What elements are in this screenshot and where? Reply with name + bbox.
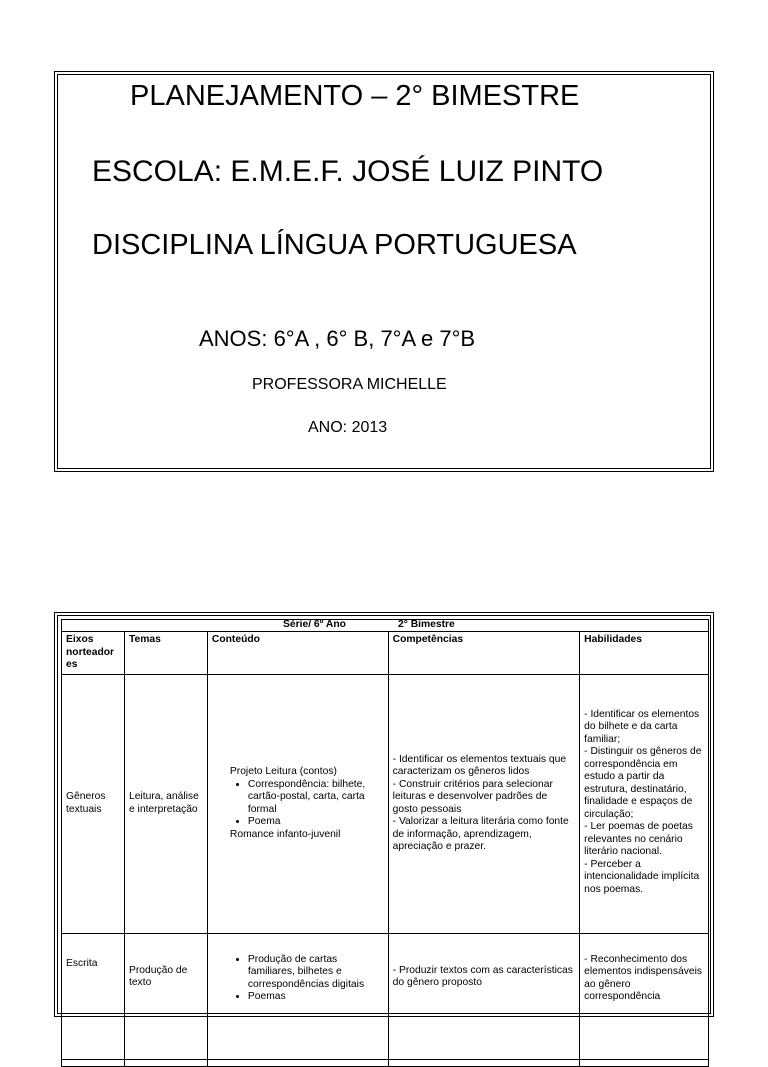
list-item: • Poema (248, 816, 384, 829)
conteudo-list (230, 779, 384, 829)
table-row (62, 933, 709, 1059)
cover-title: PLANEJAMENTO – 2° BIMESTRE (130, 80, 580, 112)
cell-eixo: Gêneros textuais (62, 674, 125, 933)
cover-frame (54, 71, 714, 472)
cover-disciplina: DISCIPLINA LÍNGUA PORTUGUESA (92, 229, 577, 261)
cover-professora: PROFESSORA MICHELLE (252, 376, 447, 393)
planning-table-frame (54, 612, 714, 1017)
column-header-row (62, 632, 709, 675)
list-item: • Poemas (248, 991, 384, 1004)
table-row (62, 674, 709, 933)
conteudo-list (230, 954, 384, 1004)
cell-tema: Produção de texto (124, 933, 207, 1059)
conteudo-intro: Projeto Leitura (contos) (229, 766, 337, 777)
header-temas: Temas (124, 632, 207, 675)
cell-competencias: - Produzir textos com as características do gênero proposto (388, 933, 580, 1059)
cell-competencias: - Identificar os elementos textuais que caracterizam os gêneros lidos - Construir critérios para selecionar leituras e desenvolver padrões de gosto pessoais - Valorizar a leitura literária como fonte de informação, aprendizagem, apreciação e prazer. (388, 674, 580, 933)
cell-habilidades: - Reconhecimento dos elementos indispensáveis ao gênero correspondência (580, 933, 709, 1059)
header-conteudo: Conteúdo (207, 632, 388, 675)
planning-table (61, 619, 709, 1067)
cell-eixo: Escrita (62, 933, 125, 1059)
conteudo-outro: Romance infanto-juvenil (229, 828, 341, 840)
header-competencias: Competências (388, 632, 580, 675)
cell-tema: Leitura, análise e interpretação (124, 674, 207, 933)
header-eixos: Eixos norteador es (62, 632, 125, 675)
cover-escola: ESCOLA: E.M.E.F. JOSÉ LUIZ PINTO (92, 155, 604, 188)
list-item: • Produção de cartas familiares, bilhetes e correspondências digitais (248, 954, 384, 992)
table-title-row (62, 620, 709, 632)
cell-conteudo (207, 674, 388, 933)
cover-ano: ANO: 2013 (308, 419, 388, 436)
header-habilidades: Habilidades (580, 632, 709, 675)
list-item: • Correspondência: bilhete, cartão-postal, carta, carta formal (248, 779, 384, 817)
table-title-cell (62, 620, 709, 632)
cover-anos: ANOS: 6°A , 6° B, 7°A e 7°B (199, 326, 476, 351)
cell-habilidades: - Identificar os elementos do bilhete e da carta familiar; - Distinguir os gêneros de correspondência em estudo a partir da estrutura, destinatário, finalidade e espaços de circulação; - Ler poemas de poetas relevantes no cenário literário nacional. - Perceber a intencionalidade implícita nos poemas. (580, 674, 709, 933)
serie-label: Série/ 6º Ano (283, 619, 346, 630)
table-row-empty (62, 1059, 709, 1066)
cell-conteudo (207, 933, 388, 1059)
bimestre-label: 2° Bimestre (398, 619, 455, 630)
